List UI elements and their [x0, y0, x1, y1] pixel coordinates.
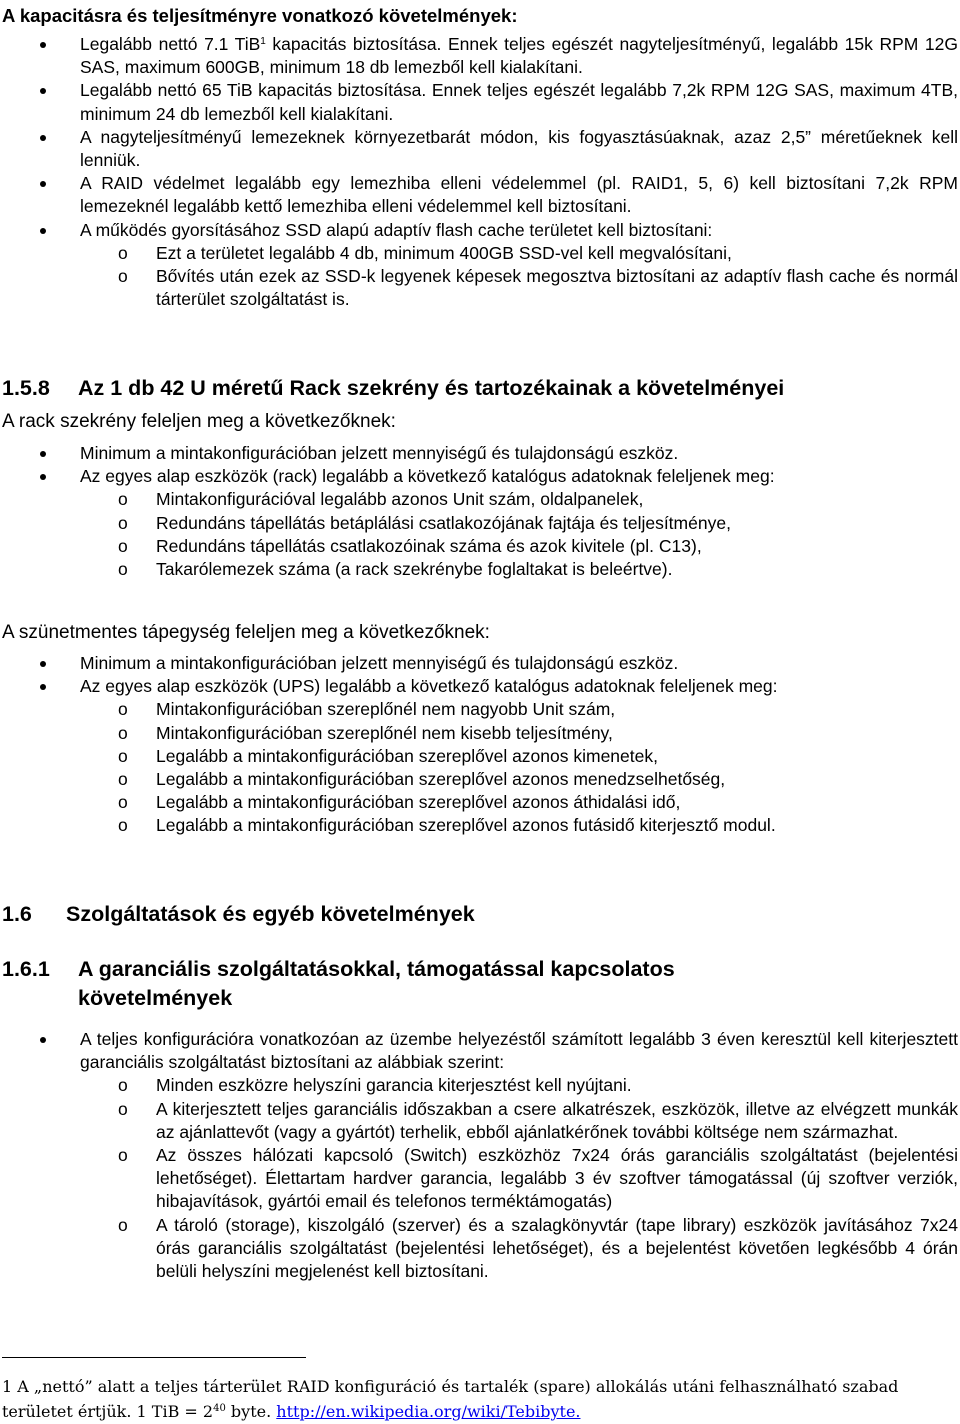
sub-list-item: o Legalább a mintakonfigurációban szereplővel azonos áthidalási idő,	[80, 791, 958, 814]
list-item: A teljes konfigurációra vonatkozóan az üzembe helyezéstől számított legalább 3 éven keresztül kell kiterjesztett garanciális szolgáltatást biztosítani az alábbiak szerint: o Minden eszközre helyszíni garancia kiterjesztést kell nyújtani. o A kiterjesztett teljes garanciális időszakban a csere alkatrészek, eszközök, illetve az elvégzett munkák az ajánlattevőt (vagy a gyártót) terhelik, ebből ajánlatkérőnek további költsége nem származhat. o Az összes hálózati kapcsoló (Switch) eszközhöz 7x24 órás garanciális szolgáltatást (bejelentési lehetőséget). Élettartam hardver garancia, legalább 3 év szoftver támogatással (új szoftver verziók, hibajavítások, gyártói email és telefonos terméktámogatás) o A tároló (storage), kiszolgáló (szerver) és a szalagkönyvtár (tape library) eszközök javításához 7x24 órás garanciális szolgáltatást (bejelentési lehetőséget), és a bejelentést követően legkésőbb 4 órán belüli helyszíni megjelenést kell biztosítani.	[0, 1028, 958, 1283]
circle-marker-icon: o	[118, 535, 128, 556]
warranty-bullet-list	[0, 1028, 958, 1283]
circle-marker-icon: o	[118, 769, 128, 790]
capacity-sub-list	[80, 242, 958, 312]
sub-list-item: o Az összes hálózati kapcsoló (Switch) eszközhöz 7x24 órás garanciális szolgáltatást (bejelentési lehetőséget). Élettartam hardver garancia, legalább 3 év szoftver támogatással (új szoftver verziók, hibajavítások, gyártói email és telefonos terméktámogatás)	[118, 1145, 958, 1212]
circle-marker-icon: o	[118, 1098, 128, 1119]
footnote-mark: 1	[2, 1377, 13, 1396]
list-item: A RAID védelmet legalább egy lemezhiba elleni védelemmel (pl. RAID1, 5, 6) kell biztosítani 7,2k RPM lemezeknél legalább kettő lemezhiba elleni védelemmel kell biztosítani.	[0, 172, 958, 218]
sub-list-item: o Mintakonfigurációban szereplőnél nem kisebb teljesítmény,	[80, 722, 958, 745]
footnote-exponent: 40	[213, 1403, 226, 1414]
ups-bullet-list	[0, 652, 958, 838]
sub-list-item: o Mintakonfigurációban szereplőnél nem nagyobb Unit szám,	[80, 698, 958, 721]
services-section-title: Szolgáltatások és egyéb követelmények	[66, 902, 475, 926]
warranty-sub-list	[80, 1074, 958, 1283]
rack-sub-list	[80, 488, 958, 581]
tebibyte-link[interactable]: http://en.wikipedia.org/wiki/Tebibyte.	[276, 1402, 581, 1421]
bullet-icon	[40, 135, 46, 141]
circle-marker-icon: o	[118, 1214, 128, 1235]
footnote: 1 A „nettó” alatt a teljes tárterület RAID konfiguráció és tartalék (spare) allokálás utáni felhasználható szabad területet értjük. 1 TiB = $2^{40}$ byte. http://en.wikipedia.org/wiki/Tebibyte.	[2, 1377, 899, 1421]
circle-marker-icon: o	[118, 699, 128, 720]
capacity-requirements-title: A kapacitásra és teljesítményre vonatkozó követelmények:	[2, 5, 518, 26]
sub-list-item: o A tároló (storage), kiszolgáló (szerver) és a szalagkönyvtár (tape library) eszközök javításához 7x24 órás garanciális szolgáltatást (bejelentési lehetőséget), és a bejelentést követően legkésőbb 4 órán belüli helyszíni megjelenést kell biztosítani.	[118, 1214, 958, 1282]
warranty-section-heading	[2, 955, 882, 1013]
circle-marker-icon: o	[118, 722, 128, 743]
list-item: Legalább nettó 7.1 TiB$^1$ kapacitás biztosítása. Ennek teljes egészét nagyteljesítményű, legalább 15k RPM 12G SAS, maximum 600GB, minimum 18 db lemezből kell kialakítani.	[0, 33, 958, 79]
services-section-number: 1.6	[2, 902, 32, 926]
sub-list-item: o Minden eszközre helyszíni garancia kiterjesztést kell nyújtani.	[80, 1074, 958, 1097]
circle-marker-icon: o	[118, 1075, 128, 1096]
list-item: Legalább nettó 65 TiB kapacitás biztosítása. Ennek teljes egészét legalább 7,2k RPM 12G SAS, maximum 4TB, minimum 24 db lemezből kell kialakítani.	[0, 79, 958, 125]
sub-list-item: o Legalább a mintakonfigurációban szereplővel azonos futásidő kiterjesztő modul.	[80, 814, 958, 837]
bullet-icon	[40, 684, 46, 690]
circle-marker-icon: o	[118, 242, 128, 263]
warranty-section-title-line2: követelmények	[78, 986, 233, 1010]
list-item: A működés gyorsításához SSD alapú adaptív flash cache területet kell biztosítani: o Ezt a területet legalább 4 db, minimum 400GB SSD-vel kell megvalósítani, o Bővítés után ezek az SSD-k legyenek képesek megosztva biztosítani az adaptív flash cache és normál tárterület szolgáltatást is.	[0, 219, 958, 312]
rack-bullet-list	[0, 442, 958, 581]
circle-marker-icon: o	[118, 1145, 128, 1166]
ups-sub-list	[80, 698, 958, 837]
sub-list-item: o Redundáns tápellátás csatlakozóinak száma és azok kivitele (pl. C13),	[80, 535, 958, 558]
capacity-bullet-list	[0, 33, 958, 311]
sub-list-item: o A kiterjesztett teljes garanciális időszakban a csere alkatrészek, eszközök, illetve az elvégzett munkák az ajánlattevőt (vagy a gyártót) terhelik, ebből ajánlatkérőnek további költsége nem származhat.	[118, 1098, 958, 1142]
list-item: Minimum a mintakonfigurációban jelzett mennyiségű és tulajdonságú eszköz.	[0, 652, 958, 675]
circle-marker-icon: o	[118, 489, 128, 510]
rack-section-title: Az 1 db 42 U méretű Rack szekrény és tartozékainak a követelményei	[78, 376, 785, 400]
warranty-section-title-line1: A garanciális szolgáltatásokkal, támogatással kapcsolatos	[78, 957, 675, 981]
footnote-separator	[2, 1357, 306, 1358]
rack-section-number: 1.5.8	[2, 376, 50, 400]
footnote-ref[interactable]: 1	[260, 36, 266, 47]
circle-marker-icon: o	[118, 266, 128, 287]
list-item: Az egyes alap eszközök (rack) legalább a következő katalógus adatoknak feleljenek meg: o Mintakonfigurációval legalább azonos Unit szám, oldalpanelek, o Redundáns tápellátás betáplálási csatlakozójának fajtája és teljesítménye, o Redundáns tápellátás csatlakozóinak száma és azok kivitele (pl. C13), o Takarólemezek száma (a rack szekrénybe foglaltakat is beleértve).	[0, 465, 958, 581]
rack-intro: A rack szekrény feleljen meg a következőknek:	[2, 411, 396, 432]
circle-marker-icon: o	[118, 815, 128, 836]
circle-marker-icon: o	[118, 792, 128, 813]
sub-list-item: o Bővítés után ezek az SSD-k legyenek képesek megosztva biztosítani az adaptív flash cache és normál tárterület szolgáltatást is.	[118, 266, 958, 310]
ups-intro: A szünetmentes tápegység feleljen meg a következőknek:	[2, 622, 490, 643]
bullet-icon	[40, 451, 46, 457]
bullet-icon	[40, 228, 46, 234]
rack-section-heading	[2, 374, 784, 403]
bullet-icon	[40, 474, 46, 480]
bullet-icon	[40, 88, 46, 94]
circle-marker-icon: o	[118, 512, 128, 533]
sub-list-item: o Mintakonfigurációval legalább azonos Unit szám, oldalpanelek,	[80, 488, 958, 511]
warranty-section-number: 1.6.1	[2, 957, 50, 981]
circle-marker-icon: o	[118, 745, 128, 766]
bullet-icon	[40, 661, 46, 667]
list-item: A nagyteljesítményű lemezeknek környezetbarát módon, kis fogyasztásúaknak, azaz 2,5” méretűeknek kell lenniük.	[0, 126, 958, 172]
bullet-icon	[40, 42, 46, 48]
sub-list-item: o Redundáns tápellátás betáplálási csatlakozójának fajtája és teljesítménye,	[80, 512, 958, 535]
bullet-icon	[40, 1037, 46, 1043]
sub-list-item: o Legalább a mintakonfigurációban szereplővel azonos menedzselhetőség,	[80, 768, 958, 791]
services-section-heading	[2, 900, 475, 929]
sub-list-item: o Takarólemezek száma (a rack szekrénybe foglaltakat is beleértve).	[80, 558, 958, 581]
list-item: Minimum a mintakonfigurációban jelzett mennyiségű és tulajdonságú eszköz.	[0, 442, 958, 465]
sub-list-item: o Ezt a területet legalább 4 db, minimum 400GB SSD-vel kell megvalósítani,	[80, 242, 958, 265]
sub-list-item: o Legalább a mintakonfigurációban szereplővel azonos kimenetek,	[80, 745, 958, 768]
list-item: Az egyes alap eszközök (UPS) legalább a következő katalógus adatoknak feleljenek meg: o Mintakonfigurációban szereplőnél nem nagyobb Unit szám, o Mintakonfigurációban szereplőnél nem kisebb teljesítmény, o Legalább a mintakonfigurációban szereplővel azonos kimenetek, o Legalább a mintakonfigurációban szereplővel azonos menedzselhetőség, o Legalább a mintakonfigurációban szereplővel azonos áthidalási idő, o Legalább a mintakonfigurációban szereplővel azonos futásidő kiterjesztő modul.	[0, 675, 958, 837]
circle-marker-icon: o	[118, 559, 128, 580]
bullet-icon	[40, 181, 46, 187]
